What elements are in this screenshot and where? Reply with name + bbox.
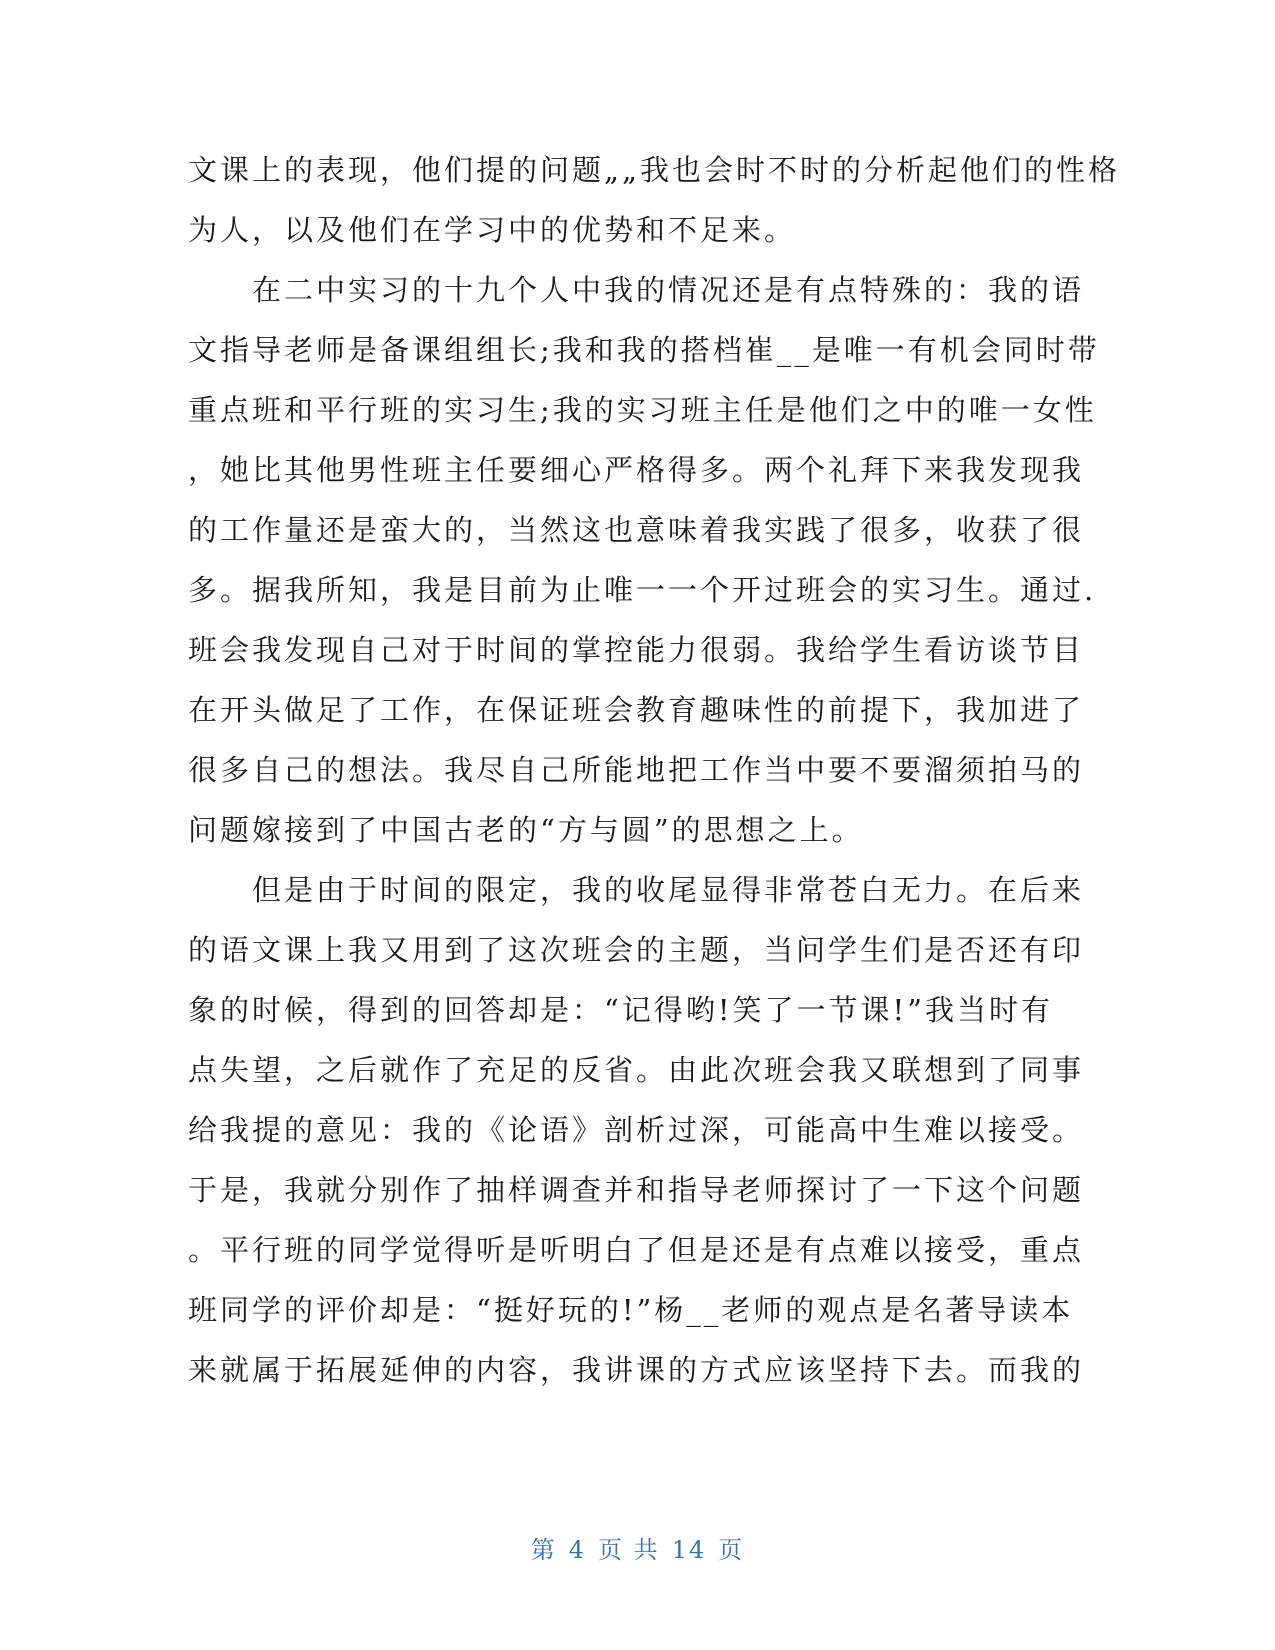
text-line: 点失望，之后就作了充足的反省。由此次班会我又联想到了同事 <box>188 1053 1085 1087</box>
text-line: 于是，我就分别作了抽样调查并和指导老师探讨了一下这个问题 <box>188 1173 1085 1207</box>
text-line: 班会我发现自己对于时间的掌控能力很弱。我给学生看访谈节目 <box>188 633 1085 667</box>
text-line: 但是由于时间的限定，我的收尾显得非常苍白无力。在后来 <box>188 873 1085 907</box>
text-line: 象的时候，得到的回答却是：“记得哟!笑了一节课!”我当时有 <box>188 993 1053 1027</box>
text-line: 文课上的表现，他们提的问题„„我也会时不时的分析起他们的性格 <box>188 153 1121 187</box>
footer-middle: 页 共 <box>598 1536 660 1564</box>
text-line: 在开头做足了工作，在保证班会教育趣味性的前提下，我加进了 <box>188 693 1085 727</box>
footer-page-number: 4 <box>568 1536 587 1564</box>
text-line: 在二中实习的十九个人中我的情况还是有点特殊的：我的语 <box>188 273 1085 307</box>
text-line: 班同学的评价却是：“挺好玩的!”杨__老师的观点是名著导读本 <box>188 1293 1074 1327</box>
text-line: 。平行班的同学觉得听是听明白了但是还是有点难以接受，重点 <box>188 1233 1085 1267</box>
text-line: 给我提的意见：我的《论语》剖析过深，可能高中生难以接受。 <box>188 1113 1085 1147</box>
text-line: 来就属于拓展延伸的内容，我讲课的方式应该坚持下去。而我的 <box>188 1353 1085 1387</box>
text-line: 的语文课上我又用到了这次班会的主题，当问学生们是否还有印 <box>188 933 1085 967</box>
text-line: 重点班和平行班的实习生;我的实习班主任是他们之中的唯一女性 <box>188 393 1097 427</box>
text-line: 文指导老师是备课组组长;我和我的搭档崔__是唯一有机会同时带 <box>188 333 1100 367</box>
footer-suffix: 页 <box>718 1536 745 1564</box>
body-text <box>188 140 1121 1400</box>
text-line: 很多自己的想法。我尽自己所能地把工作当中要不要溜须拍马的 <box>188 753 1085 787</box>
page-footer <box>0 1530 1275 1565</box>
text-line: 为人，以及他们在学习中的优势和不足来。 <box>188 213 797 247</box>
footer-prefix: 第 <box>530 1536 557 1564</box>
text-line: 的工作量还是蛮大的，当然这也意味着我实践了很多，收获了很 <box>188 513 1085 547</box>
text-line: ，她比其他男性班主任要细心严格得多。两个礼拜下来我发现我 <box>188 453 1085 487</box>
text-line: 多。据我所知，我是目前为止唯一一个开过班会的实习生。通过. <box>188 573 1097 607</box>
footer-total-pages: 14 <box>671 1536 707 1564</box>
text-line: 问题嫁接到了中国古老的“方与圆”的思想之上。 <box>188 813 864 847</box>
